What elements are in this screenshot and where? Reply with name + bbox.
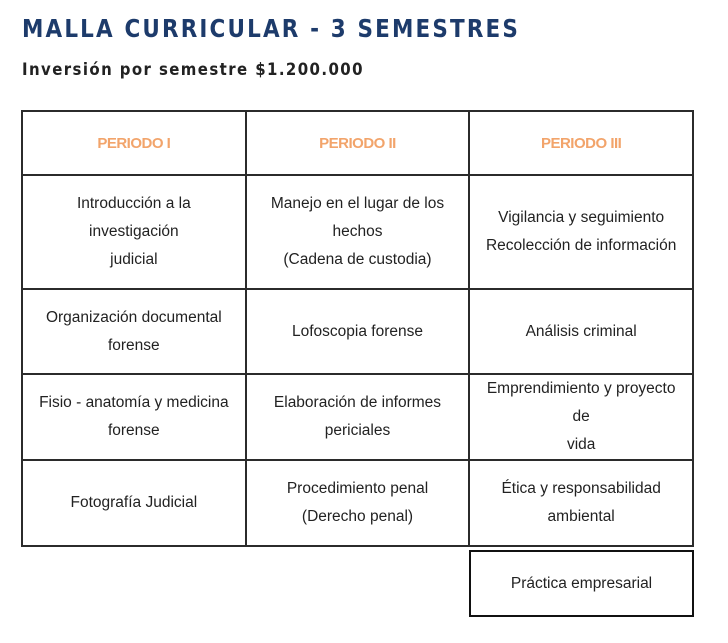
course-name: Emprendimiento y proyecto de vida xyxy=(486,380,676,453)
course-name: Análisis criminal xyxy=(525,322,637,340)
course-cell xyxy=(469,374,693,460)
course-cell xyxy=(246,374,470,460)
course-name: Elaboración de informes periciales xyxy=(273,394,442,439)
course-name: Manejo en el lugar de los hechos (Cadena de custodia) xyxy=(270,195,445,268)
header-periodo-1: PERIODO I xyxy=(22,111,246,175)
course-name: Organización documental forense xyxy=(45,308,222,354)
course-cell xyxy=(246,175,470,289)
course-cell xyxy=(22,374,246,460)
course-cell xyxy=(469,289,693,374)
course-name: Ética y responsabilidad ambiental xyxy=(501,480,661,525)
curriculum-table xyxy=(21,110,694,547)
table-header-row xyxy=(22,111,693,175)
course-cell xyxy=(22,175,246,289)
page-title: MALLA CURRICULAR - 3 SEMESTRES xyxy=(22,14,521,43)
table-row xyxy=(22,175,693,289)
course-cell xyxy=(22,460,246,546)
course-name: Introducción a la investigación judicial xyxy=(76,195,191,268)
table-row xyxy=(22,289,693,374)
course-name: Fotografía Judicial xyxy=(70,494,198,511)
course-cell xyxy=(246,460,470,546)
course-cell xyxy=(469,175,693,289)
header-periodo-3: PERIODO III xyxy=(469,111,693,175)
course-name: Vigilancia y seguimiento Recolección de información xyxy=(485,209,677,254)
practica-empresarial-box xyxy=(469,550,694,617)
course-name: Fisio - anatomía y medicina forense xyxy=(39,394,229,439)
course-cell xyxy=(246,289,470,374)
header-periodo-2: PERIODO II xyxy=(246,111,470,175)
investment-subtitle: Inversión por semestre $1.200.000 xyxy=(22,60,364,80)
course-name: Procedimiento penal (Derecho penal) xyxy=(286,480,429,525)
course-name: Práctica empresarial xyxy=(510,574,653,592)
course-cell xyxy=(22,289,246,374)
table-row xyxy=(22,460,693,546)
course-name: Lofoscopia forense xyxy=(291,322,423,340)
course-cell xyxy=(469,460,693,546)
table-row xyxy=(22,374,693,460)
